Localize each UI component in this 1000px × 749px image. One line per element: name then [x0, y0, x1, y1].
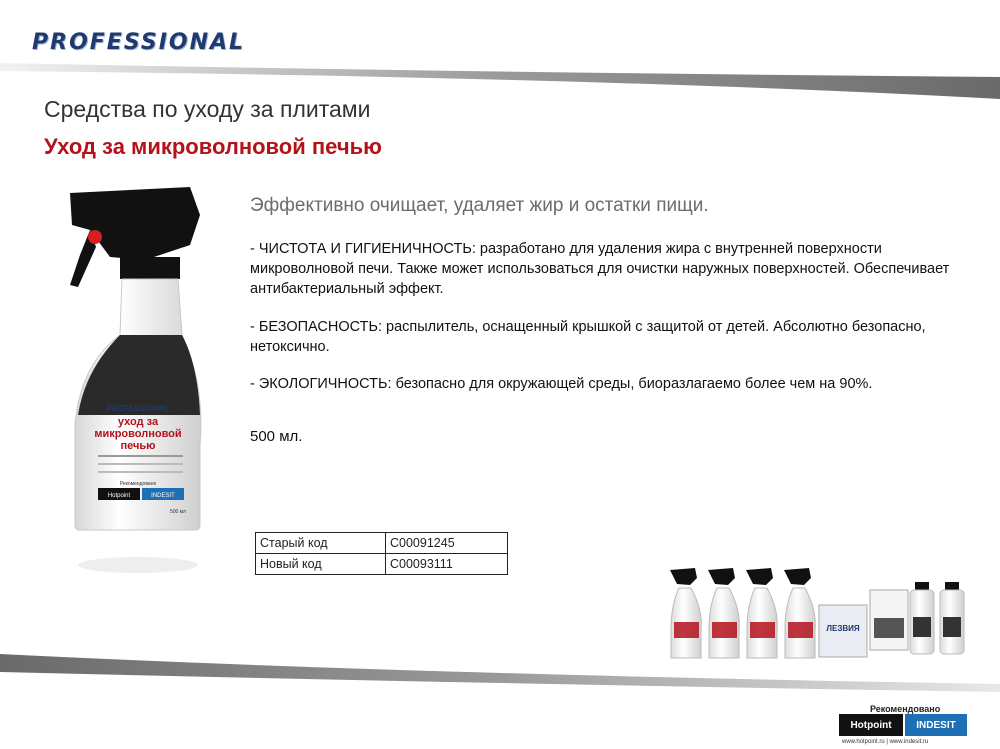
table-row [256, 533, 508, 554]
bottle-line3: печью [120, 440, 156, 452]
page-title: Уход за микроволновой печью [44, 134, 382, 159]
bottle-line1: уход за [117, 416, 159, 428]
product-tagline: Эффективно очищает, удаляет жир и остатки пищи. [250, 195, 709, 216]
table-row [256, 554, 508, 575]
feature-safety: - БЕЗОПАСНОСТЬ: распылитель, оснащенный крышкой с защитой от детей. Абсолютно безопасно, нетоксично. [250, 319, 926, 355]
product-bottle-image [50, 185, 220, 590]
bottle-logo-hotpoint: Hotpoint [107, 493, 131, 499]
new-code-label: Новый код [256, 554, 386, 575]
bottle-volume: 500 мл [169, 509, 187, 515]
footer-recommended: Рекомендовано [870, 704, 941, 714]
footer-site: www.hotpoint.ru | www.indesit.ru [842, 739, 929, 745]
old-code-label: Старый код [256, 533, 386, 554]
feature-cleanliness: - ЧИСТОТА И ГИГИЕНИЧНОСТЬ: разработано для удаления жира с внутренней поверхности микроволновой печи. Также может использоваться для очистки наружных поверхностей. Обеспечивает антибактериальный эффект. [250, 241, 950, 297]
product-volume: 500 мл. [250, 428, 303, 445]
lineup-blades-label: ЛЕЗВИЯ [826, 624, 860, 633]
page-subtitle: Средства по уходу за плитами [44, 96, 371, 122]
bottle-recommended: Рекомендовано [119, 481, 157, 487]
product-codes-table [255, 532, 508, 575]
hotpoint-logo: Hotpoint [839, 714, 903, 736]
new-code-value: C00093111 [386, 554, 508, 575]
footer-swoosh [0, 650, 1000, 700]
bottle-brand-text: PROFESSIONAL [106, 404, 170, 413]
bottle-logo-indesit: INDESIT [151, 493, 175, 499]
feature-ecology: - ЭКОЛОГИЧНОСТЬ: безопасно для окружающей среды, биоразлагаемо более чем на 90%. [250, 376, 873, 392]
bottle-line2: микроволновой [94, 428, 182, 440]
indesit-logo: INDESIT [905, 714, 967, 736]
old-code-value: C00091245 [386, 533, 508, 554]
brand-logo: PROFESSIONAL [32, 30, 246, 55]
